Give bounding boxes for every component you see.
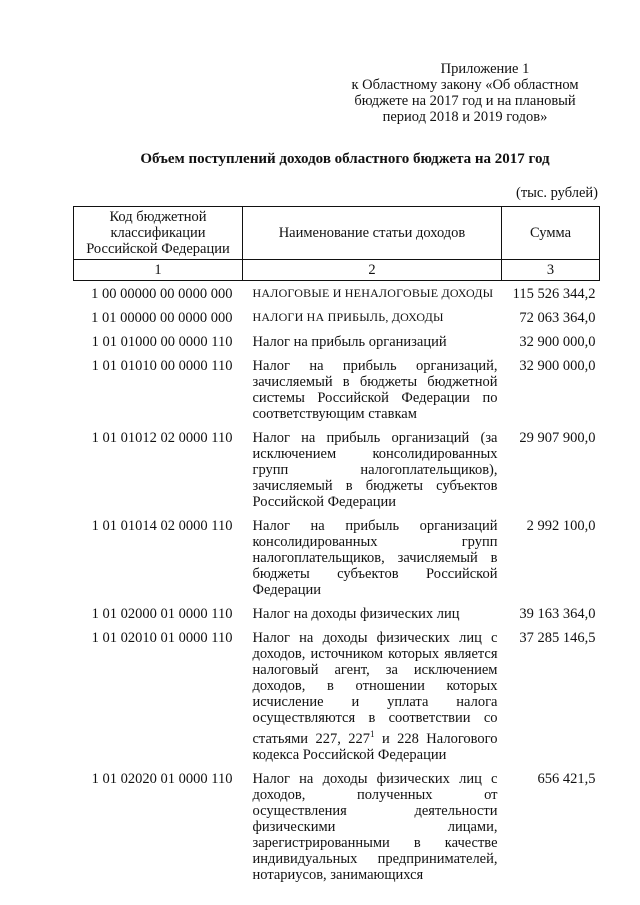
row-code: 1 01 01012 02 0000 110 (91, 430, 233, 446)
row-sum: 656 421,5 (537, 770, 596, 787)
row-sum: 115 526 344,2 (512, 286, 596, 302)
revenue-table (73, 206, 600, 886)
row-code: 1 01 00000 00 0000 000 (91, 310, 233, 326)
table-row (74, 601, 600, 625)
appendix-label: Приложение 1 (440, 61, 530, 77)
table-row (74, 513, 600, 601)
appendix-block (320, 61, 610, 125)
appendix-line-3: период 2018 и 2019 годов» (382, 109, 548, 125)
table-row (74, 353, 600, 425)
row-sum: 32 900 000,0 (519, 334, 596, 350)
row-name: Налог на доходы физических лиц с доходов, полученных от осуществления деятельности физическими лицами, зарегистрированными в качестве индивидуальных предпринимателей, нотариусов, занимающихся (252, 770, 498, 883)
row-name: Налог на прибыль организаций, зачисляемый в бюджеты бюджетной системы Российской Федерации по соответствующим ставкам (252, 358, 498, 422)
row-name-part: и 228 Налогового кодекса Российской Федерации (252, 730, 498, 763)
table-row (74, 766, 600, 886)
row-name: Налог на прибыль организаций консолидированных групп налогоплательщиков, зачисляемый в бюджеты субъектов Российской Федерации (252, 518, 498, 598)
row-sum: 32 900 000,0 (519, 358, 596, 374)
table-row (74, 425, 600, 513)
row-code: 1 01 01010 00 0000 110 (91, 358, 233, 374)
row-sum: 72 063 364,0 (519, 310, 596, 326)
superscript: 1 (370, 729, 375, 739)
header-code: Код бюджетной классификации Российской Федерации (74, 207, 243, 260)
row-sum: 37 285 146,5 (519, 630, 596, 646)
row-sum: 39 163 364,0 (519, 606, 596, 622)
column-number-row (74, 260, 600, 281)
table-row (74, 625, 600, 766)
appendix-line-1: к Областному закону «Об областном (351, 77, 579, 93)
row-code: 1 01 02010 01 0000 110 (91, 630, 233, 646)
row-code: 1 00 00000 00 0000 000 (91, 286, 233, 302)
header-name: Наименование статьи доходов (243, 207, 502, 260)
table-row (74, 329, 600, 353)
header-sum: Сумма (502, 207, 600, 260)
column-number: 2 (243, 260, 502, 281)
row-name: НАЛОГОВЫЕ И НЕНАЛОГОВЫЕ ДОХОДЫ (252, 286, 494, 300)
table-row (74, 305, 600, 329)
appendix-line-2: бюджете на 2017 год и на плановый (354, 93, 576, 109)
row-name: Налог на доходы физических лиц (252, 606, 460, 622)
column-number: 3 (502, 260, 600, 281)
row-name (243, 625, 502, 766)
row-code: 1 01 02020 01 0000 110 (91, 770, 233, 787)
unit-label: (тыс. рублей) (516, 185, 598, 201)
row-sum: 29 907 900,0 (519, 430, 596, 446)
row-name-part: Налог на доходы физических лиц с доходов, источником которых является налоговый агент, за исключением доходов, в отношении которых исчисление и уплата налога осуществляются в соответствии со статьями 227, 227 (252, 630, 498, 747)
row-code: 1 01 02000 01 0000 110 (91, 606, 233, 622)
table-header-row (74, 207, 600, 260)
table-row (74, 281, 600, 306)
row-name: Налог на прибыль организаций (за исключением консолидированных групп налогоплательщиков), зачисляемый в бюджеты субъектов Российской Федерации (252, 430, 498, 510)
row-code: 1 01 01000 00 0000 110 (91, 334, 233, 350)
row-name: Налог на прибыль организаций (252, 334, 447, 350)
row-name: НАЛОГИ НА ПРИБЫЛЬ, ДОХОДЫ (252, 310, 444, 324)
column-number: 1 (74, 260, 243, 281)
document-title: Объем поступлений доходов областного бюджета на 2017 год (140, 151, 550, 167)
row-sum: 2 992 100,0 (526, 518, 596, 534)
row-code: 1 01 01014 02 0000 110 (91, 518, 233, 534)
